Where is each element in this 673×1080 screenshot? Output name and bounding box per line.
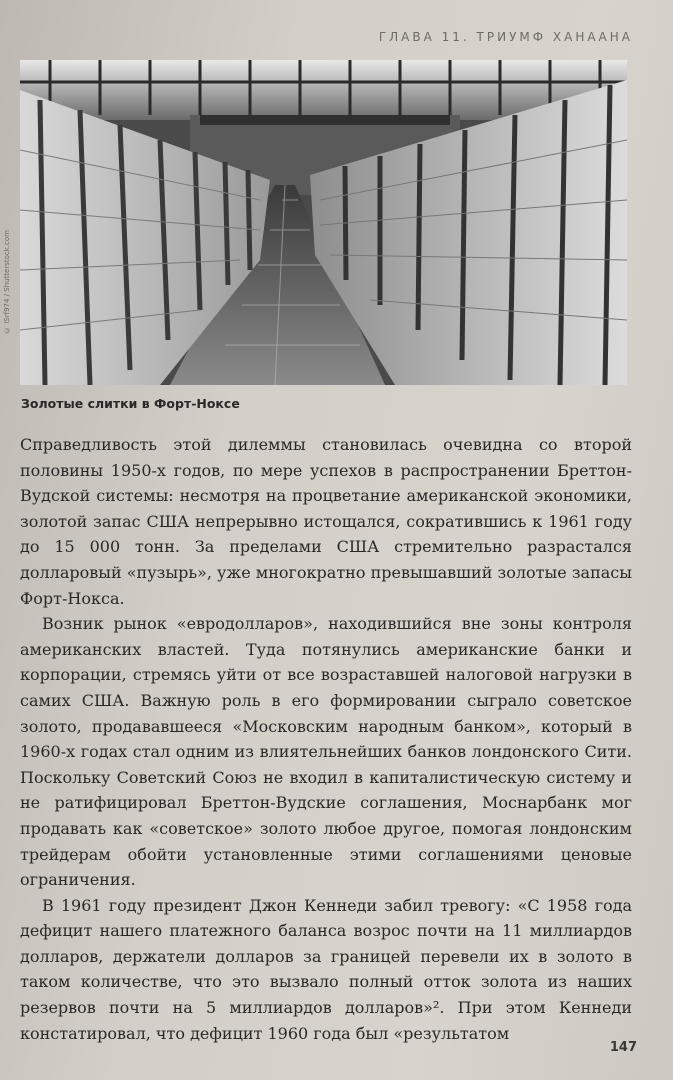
body-text: [20, 432, 632, 1046]
page-number: 147: [609, 1040, 637, 1055]
paragraph-1: Справедливость этой дилеммы становилась очевидна со второй половины 1950-х годов, по мере успехов в распространении Бреттон-Вудской системы: несмотря на процветание американской экономики, золотой запас США непрерывно истощался, сократившись к 1961 году до 15 000 тонн. За пределами США стремительно разрастался долларовый «пузырь», уже многократно превышавший золотые запасы Форт-Нокса.: [20, 435, 632, 608]
paragraph-2: Возник рынок «евродолларов», находившийся вне зоны контроля американских властей. Туда потянулись американские банки и корпорации, стремясь уйти от все возраставшей налоговой нагрузки в самих США. Важную роль в его формировании сыграло советское золото, продававшееся «Московским народным банком», который в 1960-х годах стал одним из влиятельнейших банков лондонского Сити. Поскольку Советский Союз не входил в капиталистическую систему и не ратифицировал Бреттон-Вудские соглашения, Моснарбанк мог продавать как «советское» золото любое другое, помогая лондонским трейдерам обойти установленные этими соглашениями ценовые ограничения.: [20, 614, 632, 890]
paragraph-3: В 1961 году президент Джон Кеннеди забил тревогу: «С 1958 года дефицит нашего платежного баланса возрос почти на 11 миллиардов долларов, держатели долларов за границей перевели их в золото в таком количестве, что это вызвало полный отток золота из наших резервов почти на 5 миллиардов долларов»². При этом Кеннеди констатировал, что дефицит 1960 года был «результатом: [20, 895, 632, 1043]
warehouse-illustration: [20, 60, 627, 385]
photo-caption: Золотые слитки в Форт-Ноксе: [21, 396, 240, 411]
gold-bars-photo: [20, 60, 627, 385]
photo-credit: © ISrf974 / Shutterstock.com: [3, 230, 11, 334]
running-head: ГЛАВА 11. ТРИУМФ ХАНААНА: [378, 30, 633, 44]
